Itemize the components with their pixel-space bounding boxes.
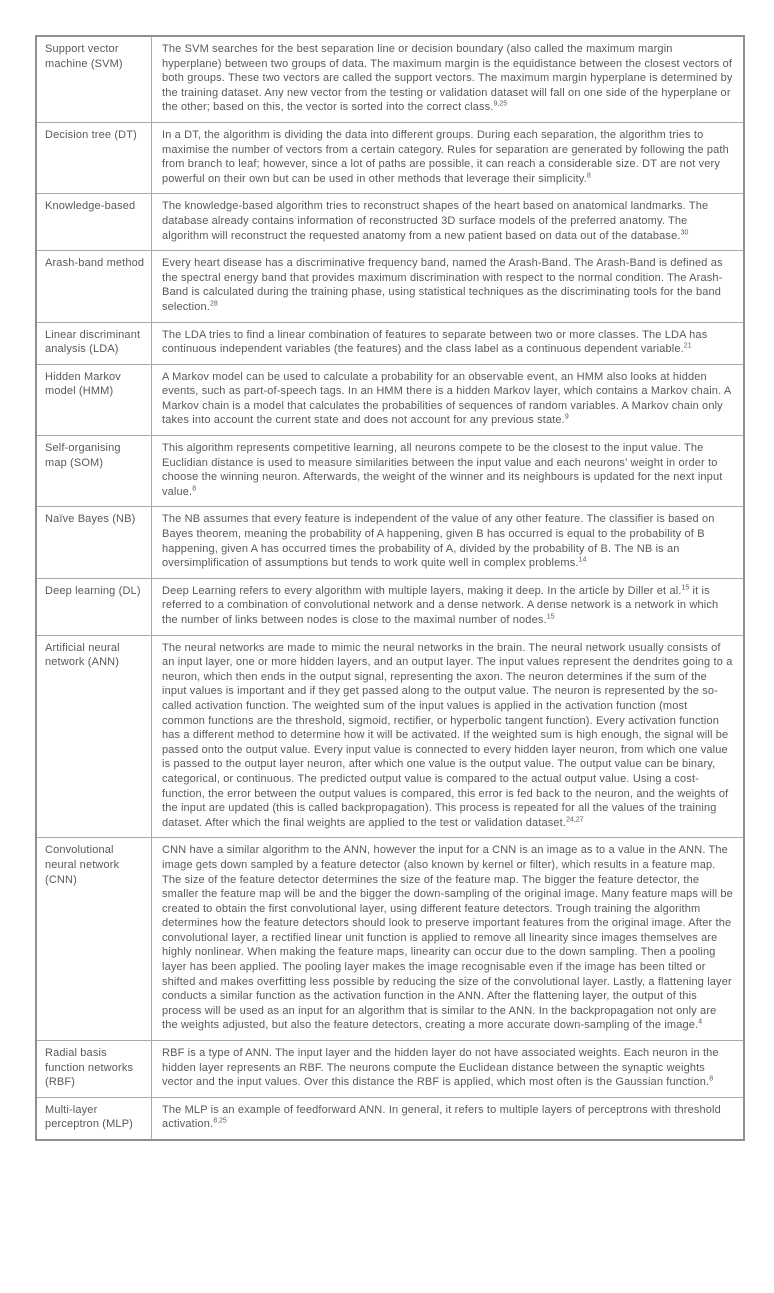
reference-superscript: 30 [680, 228, 689, 236]
definition-cell: RBF is a type of ANN. The input layer and the hidden layer do not have associated weights. Each neuron in the hidden layer represents an RBF. The neurons compute the Euclidean distance between the synaptic weights vector and the input values. Over this distance the RBF is applied, which most often is the Gaussian function.$^8$ [152, 1041, 745, 1098]
reference-superscript: 21 [683, 342, 692, 350]
definition-cell: The NB assumes that every feature is independent of the value of any other feature. The classifier is based on Bayes theorem, meaning the probability of A happening, given B has occurred is equal to the probability of B happening, given A has occurred times the probability of A, divided by the probability of B. The NB is an oversimplification of assumptions but tends to work quite well in complex problems.$^{14}$ [152, 507, 745, 578]
reference-superscript: 24,27 [566, 816, 584, 824]
table-row [36, 122, 744, 193]
definition-cell: The LDA tries to find a linear combination of features to separate between two or more classes. The LDA has continuous independent variables (the features) and the class label as a continuous dependent variable.$^{21}$ [152, 322, 745, 364]
definition-cell: The SVM searches for the best separation line or decision boundary (also called the maximum margin hyperplane) between two groups of data. The maximum margin is the equidistance between the closest vectors of both groups. These two vectors are called the support vectors. The maximum margin hyperplane is determined by the training dataset. Any new vector from the testing or validation dataset will fall on one side of the hyperplane or the other; based on this, the vector is sorted into the correct class.$^{9,25}$ [152, 36, 745, 122]
reference-superscript: 28 [209, 300, 218, 308]
table-row [36, 322, 744, 364]
reference-superscript: 8 [586, 172, 591, 180]
definition-cell: CNN have a similar algorithm to the ANN, however the input for a CNN is an image as to a value in the ANN. The image gets down sampled by a feature detector (also known by kernel or filter), which results in a feature map. The size of the feature detector determines the size of the feature map. The bigger the feature detector, the smaller the feature map will be and the bigger the down-sampling of the original image. Many feature maps will be created to obtain the first convolutional layer, using different feature detectors. Trough training the algorithm determines how the feature detectors should look to preserve important features from the original image. After the convolutional layer, a rectified linear unit function is applied to remove all linearity since images themselves are highly nonlinear. When making the feature maps, linearity can occur due to the down sampling. Then a pooling layer has been applied. The pooling layer makes the image recognisable even if the image has been tilted or shifted and makes overfitting less possible by reducing the size of the convolutional layer. Lastly, a flattening layer conducts a similar function as the activation function in the ANN. After the flattening layer, the output of this process will be used as an input for an algorithm that is similar to the ANN. In the backpropagation not only are the weights adjusted, but also the feature detectors, creating a more accurate down-sampling of the image.$^4$ [152, 838, 745, 1041]
term-cell: Knowledge-based [36, 194, 152, 251]
definition-cell: In a DT, the algorithm is dividing the data into different groups. During each separation, the algorithm tries to maximise the number of vectors from a certain category. Rules for separation are generated by following the path from branch to leaf; however, since a lot of paths are possible, it can reach a considerable size. DT are not very powerful on their own but can be used in other methods that leverage their simplicity.$^8$ [152, 122, 745, 193]
reference-superscript: 8,25 [213, 1117, 227, 1125]
algorithms-table [35, 35, 745, 1141]
term-cell: Naïve Bayes (NB) [36, 507, 152, 578]
table-row [36, 1041, 744, 1098]
table-row [36, 251, 744, 322]
definition-cell: The MLP is an example of feedforward ANN. In general, it refers to multiple layers of perceptrons with threshold activation.$^{8,25}$ [152, 1097, 745, 1140]
definition-cell: The knowledge-based algorithm tries to reconstruct shapes of the heart based on anatomical landmarks. The database already contains information of reconstructed 3D surface models of the preferred anatomy. The algorithm will reconstruct the requested anatomy from a new patient based on data out of the database.$^{30}$ [152, 194, 745, 251]
table-row [36, 578, 744, 635]
term-cell: Linear discriminant analysis (LDA) [36, 322, 152, 364]
definition-cell: Every heart disease has a discriminative frequency band, named the Arash-Band. The Arash-Band is defined as the spectral energy band that provides maximum discrimination with respect to the normal condition. The Arash-Band is calculated during the training phase, using statistical techniques as the discriminating tools for the band selection.$^{28}$ [152, 251, 745, 322]
reference-superscript: 4 [698, 1018, 703, 1026]
table-row [36, 364, 744, 435]
term-cell: Radial basis function networks (RBF) [36, 1041, 152, 1098]
term-cell: Self-organising map (SOM) [36, 436, 152, 507]
table-row [36, 635, 744, 838]
term-cell: Decision tree (DT) [36, 122, 152, 193]
table-row [36, 36, 744, 122]
table-row [36, 436, 744, 507]
reference-superscript: 9 [564, 413, 569, 421]
term-cell: Artificial neural network (ANN) [36, 635, 152, 838]
definition-cell: A Markov model can be used to calculate a probability for an observable event, an HMM also looks at hidden events, such as part-of-speech tags. In an HMM there is a hidden Markov layer, which contains a Markov chain. A Markov chain is a model that calculates the probabilities of sequences of random variables. A Markov chain only takes into account the current state and does not account for any previous state.$^9$ [152, 364, 745, 435]
reference-superscript: 8 [709, 1075, 714, 1083]
reference-superscript: 14 [578, 556, 587, 564]
table-row [36, 1097, 744, 1140]
reference-superscript: 15 [546, 613, 555, 621]
reference-superscript: 15 [681, 584, 690, 592]
definition-cell: Deep Learning refers to every algorithm with multiple layers, making it deep. In the article by Diller et al.$^{15}$ it is referred to a combination of convolutional network and a dense network. A dense network is a network in which the number of links between nodes is close to the maximal number of nodes.$^{15}$ [152, 578, 745, 635]
term-cell: Multi-layer perceptron (MLP) [36, 1097, 152, 1140]
term-cell: Convolutional neural network (CNN) [36, 838, 152, 1041]
term-cell: Support vector machine (SVM) [36, 36, 152, 122]
table-row [36, 838, 744, 1041]
algorithms-glossary [35, 35, 745, 1141]
definition-cell: This algorithm represents competitive learning, all neurons compete to be the closest to the input value. The Euclidian distance is used to measure similarities between the input value and each neurons’ weight in order to choose the winning neuron. Afterwards, the weight of the winner and its neighbours is updated for the next input value.$^8$ [152, 436, 745, 507]
algorithms-table-body [36, 36, 744, 1140]
term-cell: Arash-band method [36, 251, 152, 322]
reference-superscript: 8 [192, 485, 197, 493]
table-row [36, 507, 744, 578]
reference-superscript: 9,25 [493, 100, 508, 108]
term-cell: Hidden Markov model (HMM) [36, 364, 152, 435]
table-row [36, 194, 744, 251]
term-cell: Deep learning (DL) [36, 578, 152, 635]
definition-cell: The neural networks are made to mimic the neural networks in the brain. The neural network usually consists of an input layer, one or more hidden layers, and an output layer. The input values represent the dendrites going to a neuron, which then ends in the output signal, representing the axon. The neuron determines if the sum of the input values is important and if they get passed along to the output value. The neuron is represented by the so-called activation function. The weighted sum of the input values is applied in the activation function (most common functions are the threshold, sigmoid, rectifier, or hyperbolic tangent function). Every activation function has a different method to determine how it will be activated. If the weighted sum is high enough, the signal will be passed onto the output value. Every input value is connected to every hidden layer neuron, from which one value is passed to the output layer neuron, after which one value is the output value. The output value can be binary, categorical, or continuous. The predicted output value is compared to the actual output value. Using a cost-function, the error between the output values is compared, this error is fed back to the neuron, and the weights of the input are updated (this is called backpropagation). This process is repeated for all the values of the training dataset. After which the final weights are applied to the test or validation dataset.$^{24,27}$ [152, 635, 745, 838]
